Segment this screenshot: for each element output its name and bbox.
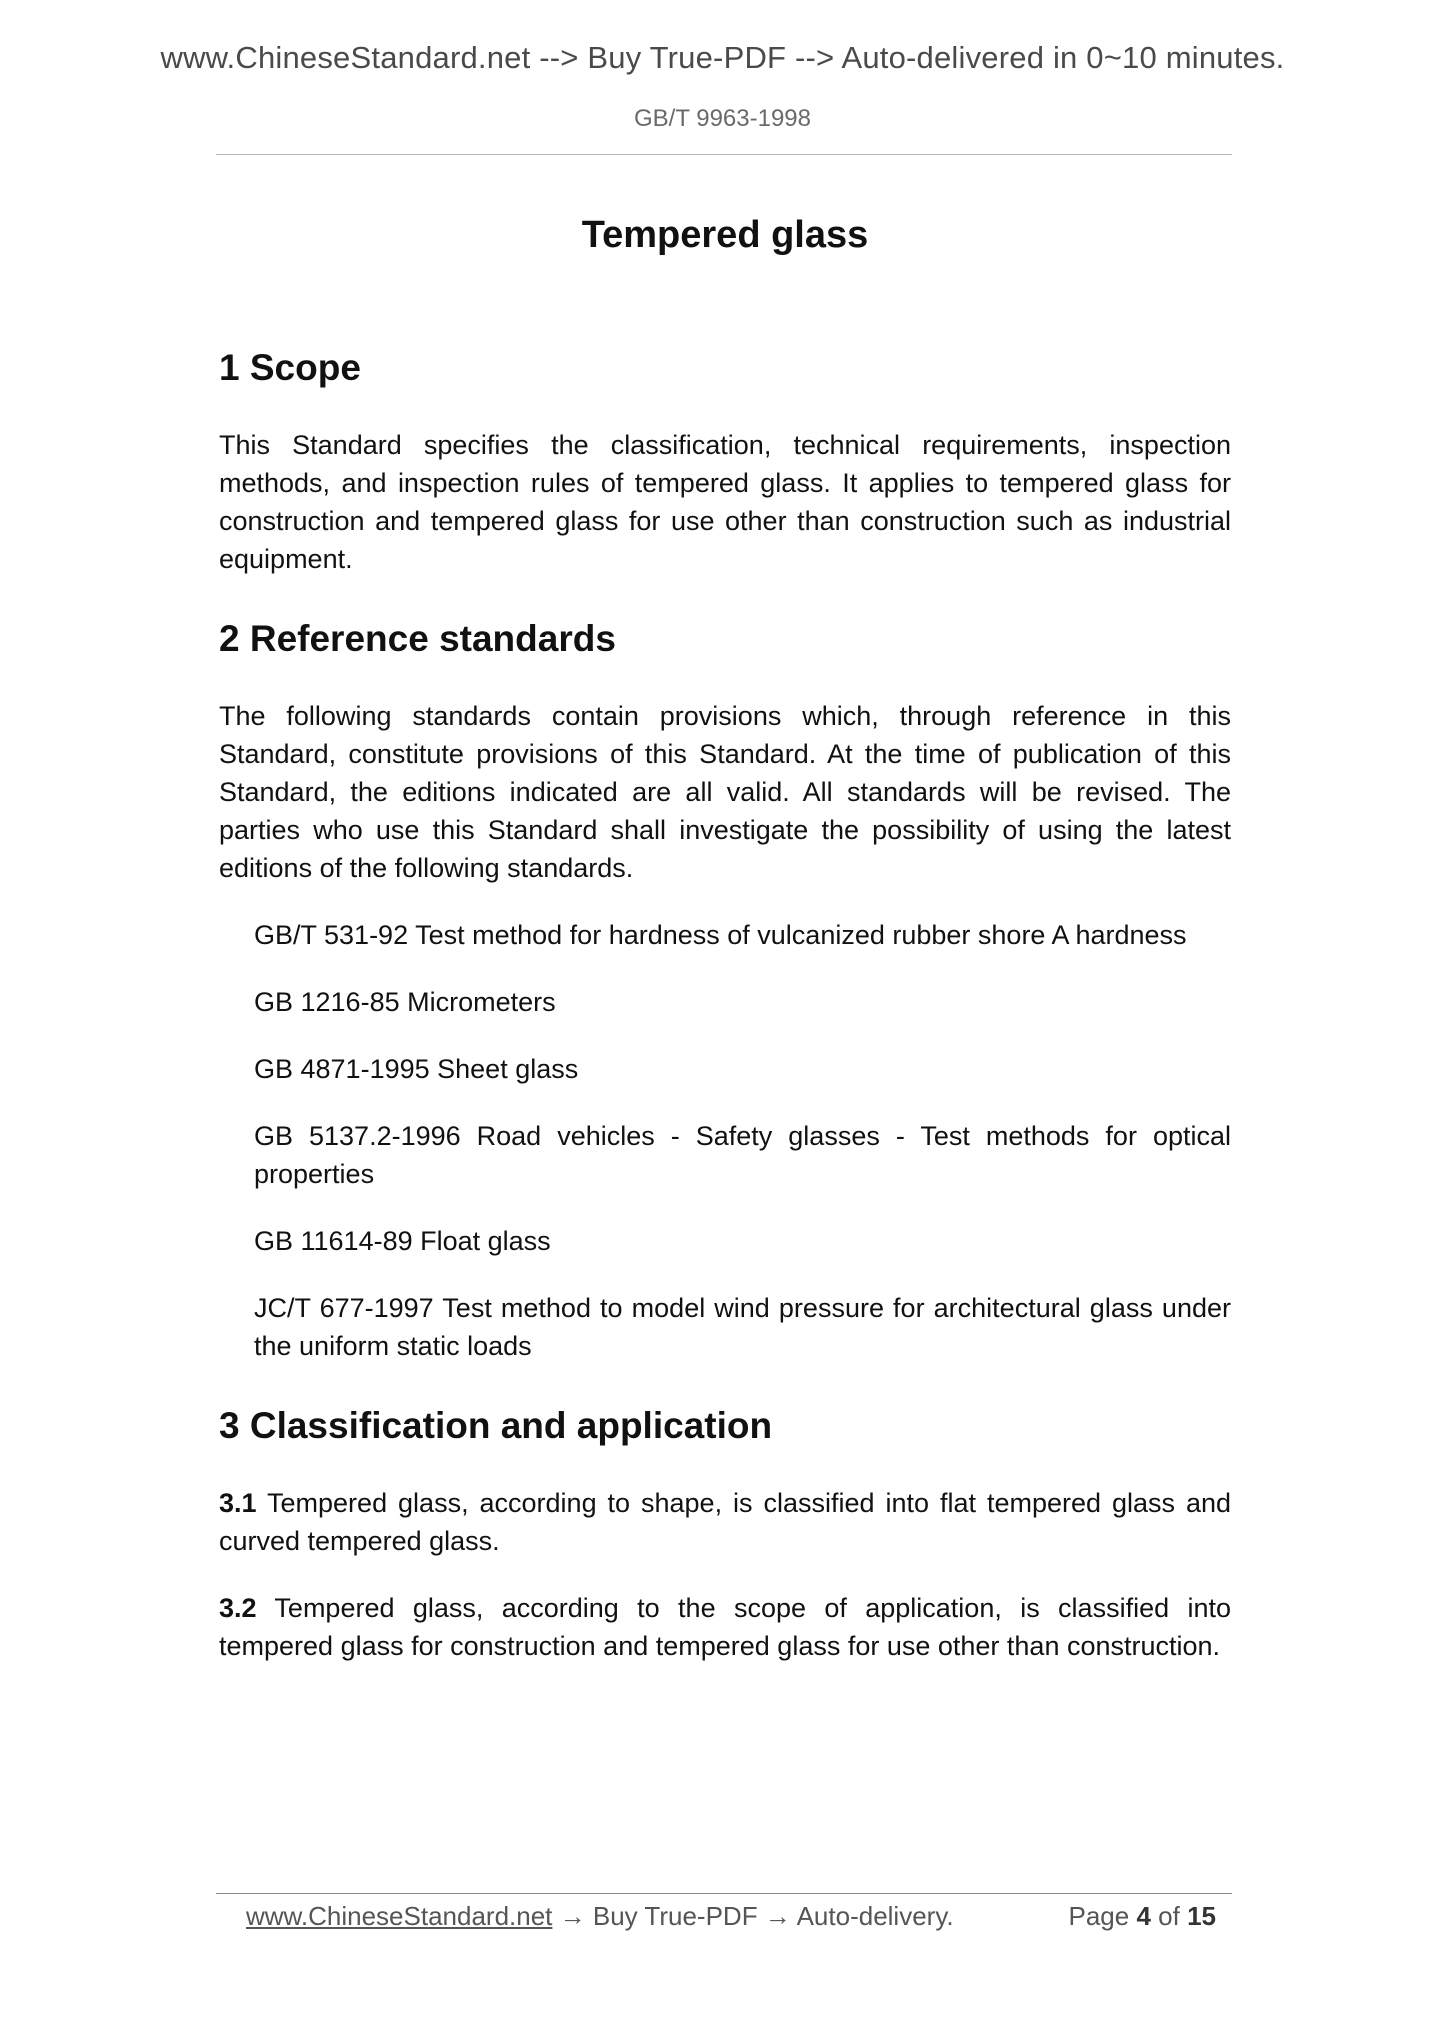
page-total: 15: [1187, 1901, 1216, 1931]
clause-text: Tempered glass, according to shape, is classified into flat tempered glass and curved tempered glass.: [219, 1488, 1231, 1556]
clause-3-1: [219, 1484, 1231, 1560]
footer-divider: [216, 1893, 1232, 1894]
reference-item: GB/T 531-92 Test method for hardness of vulcanized rubber shore A hardness: [254, 920, 1187, 950]
header-divider: [216, 154, 1232, 155]
reference-item: GB 4871-1995 Sheet glass: [254, 1054, 579, 1084]
section-heading-classification: 3 Classification and application: [219, 1405, 773, 1446]
page-number: 4: [1136, 1901, 1151, 1931]
page-indicator: [1068, 1898, 1216, 1934]
of-label: of: [1158, 1901, 1180, 1931]
section-heading-scope: 1 Scope: [219, 347, 361, 388]
section-heading-references: 2 Reference standards: [219, 618, 616, 659]
clause-text: Tempered glass, according to the scope of application, is classified into tempered glass for construction and tempered glass for use other than construction.: [219, 1593, 1231, 1661]
reference-item: JC/T 677-1997 Test method to model wind pressure for architectural glass under the uniform static loads: [254, 1293, 1231, 1361]
document-id: GB/T 9963-1998: [633, 105, 811, 132]
reference-item: GB 11614-89 Float glass: [254, 1226, 551, 1256]
reference-item: GB 5137.2-1996 Road vehicles - Safety glasses - Test methods for optical properties: [254, 1121, 1231, 1189]
clause-number: 3.1: [219, 1488, 257, 1518]
clause-number: 3.2: [219, 1593, 257, 1623]
footer-site-link[interactable]: www.ChineseStandard.net: [246, 1901, 553, 1931]
scope-paragraph: This Standard specifies the classification, technical requirements, inspection methods, and inspection rules of tempered glass. It applies to tempered glass for construction and tempered glass for use other than construction such as industrial equipment.: [219, 430, 1231, 574]
footer-tagline: → Buy True-PDF → Auto-delivery.: [559, 1901, 954, 1931]
reference-item: GB 1216-85 Micrometers: [254, 987, 556, 1017]
clause-3-2: [219, 1589, 1231, 1665]
page-footer: [246, 1898, 1216, 1934]
page-label: Page: [1068, 1901, 1130, 1931]
references-intro-paragraph: The following standards contain provisions which, through reference in this Standard, constitute provisions of this Standard. At the time of publication of this Standard, the editions indicated are all valid. All standards will be revised. The parties who use this Standard shall investigate the possibility of using the latest editions of the following standards.: [219, 701, 1231, 883]
page-title: Tempered glass: [581, 214, 869, 256]
page-content: [219, 210, 1231, 1665]
header-banner: www.ChineseStandard.net --> Buy True-PDF --> Auto-delivered in 0~10 minutes.: [160, 40, 1285, 75]
